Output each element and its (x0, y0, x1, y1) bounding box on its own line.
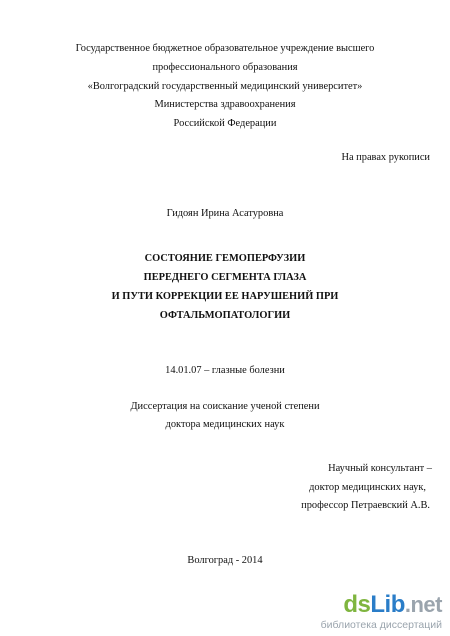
header-line-5: Российской Федерации (173, 118, 277, 129)
consultant-line-2: доктор медицинских наук, (309, 482, 426, 493)
header-line-3: «Волгоградский государственный медицинский университет» (87, 81, 363, 92)
header-line-4: Министерства здравоохранения (154, 99, 296, 110)
degree-line-2: доктора медицинских наук (165, 419, 285, 430)
specialty-code: 14.01.07 – глазные болезни (165, 365, 285, 376)
header-line-1: Государственное бюджетное образовательное учреждение высшего (75, 43, 375, 54)
rights-note: На правах рукописи (341, 152, 430, 163)
watermark-subtitle: библиотека диссертаций (320, 619, 442, 631)
consultant-line-1: Научный консультант – (328, 463, 432, 474)
title-line-2: ПЕРЕДНЕГО СЕГМЕНТА ГЛАЗА (143, 272, 307, 283)
city-year: Волгоград - 2014 (187, 555, 263, 566)
degree-line-1: Диссертация на соискание ученой степени (130, 401, 320, 412)
title-line-4: ОФТАЛЬМОПАТОЛОГИИ (159, 310, 291, 321)
title-line-3: И ПУТИ КОРРЕКЦИИ ЕЕ НАРУШЕНИЙ ПРИ (111, 291, 339, 302)
author-name: Гидоян Ирина Асатуровна (166, 208, 284, 219)
consultant-line-3: профессор Петраевский А.В. (301, 500, 430, 511)
dslib-watermark (320, 591, 444, 632)
dslib-logo: dsLib.net (343, 591, 442, 618)
header-line-2: профессионального образования (152, 62, 298, 73)
title-line-1: СОСТОЯНИЕ ГЕМОПЕРФУЗИИ (144, 253, 306, 264)
